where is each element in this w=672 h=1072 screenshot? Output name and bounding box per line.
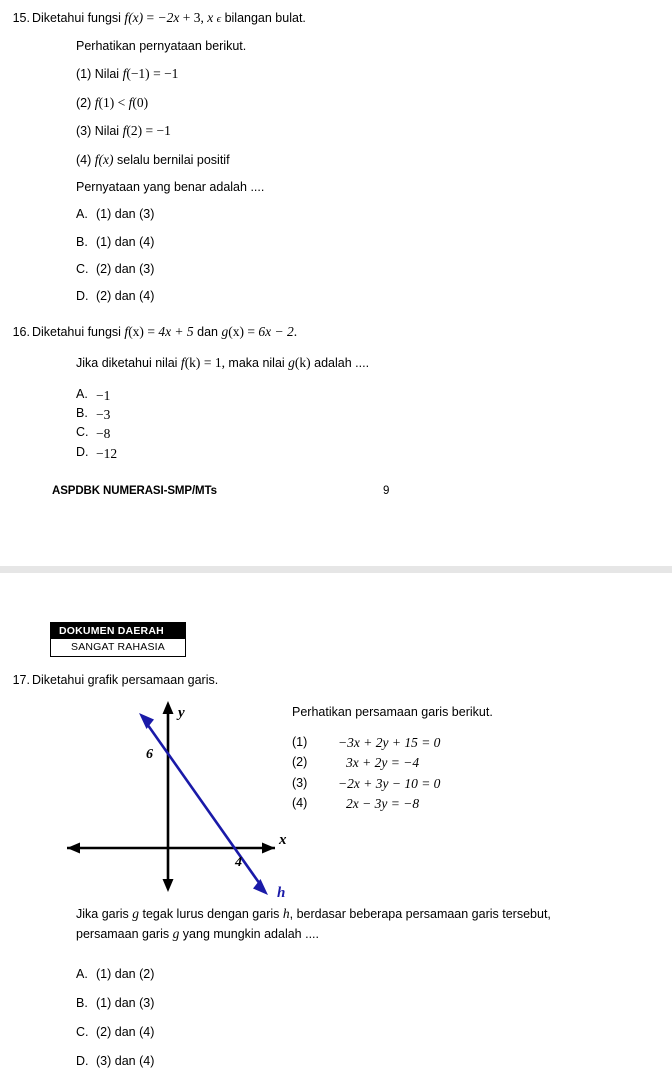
q17-tail-h: h <box>282 906 290 921</box>
q16-sub-val: 1, <box>214 354 225 370</box>
question-17-stem: Diketahui grafik persamaan garis. <box>32 673 219 687</box>
equation-3-expression: −2x + 3y − 10 = 0 <box>338 775 441 791</box>
q15-s2-arg: (1) <box>98 94 115 110</box>
q16-sub-g-arg: (k) <box>294 354 311 370</box>
q16-option-d-letter: D. <box>76 444 89 459</box>
question-15-stem <box>32 8 672 28</box>
y-axis-label: y <box>178 705 185 721</box>
q15-s2-rel: < <box>114 94 129 110</box>
question-16-option-b[interactable] <box>76 405 672 424</box>
q15-s3-tag: (3) <box>76 124 92 139</box>
question-16 <box>0 322 672 463</box>
q17-tail2-pre: persamaan garis <box>76 927 173 942</box>
question-17-option-d[interactable] <box>76 1052 672 1070</box>
q17-option-c-letter: C. <box>76 1024 89 1039</box>
question-16-subline <box>76 353 672 373</box>
q17-tail2-post: yang mungkin adalah .... <box>179 927 320 942</box>
q16-option-b-value: −3 <box>96 407 111 423</box>
q15-option-b-letter: B. <box>76 234 88 249</box>
line-h-lower-arrowhead <box>253 879 268 895</box>
question-15-option-d[interactable] <box>76 287 672 305</box>
footer-title: ASPDBK NUMERASI-SMP/MTs <box>52 485 217 497</box>
q16-expr2: 6x − 2 <box>258 324 294 339</box>
y-intercept-label-6: 6 <box>146 747 153 762</box>
question-16-stem <box>32 322 672 342</box>
equation-item-2 <box>292 753 667 773</box>
equation-panel <box>292 703 667 814</box>
q16-option-c-letter: C. <box>76 425 89 440</box>
q16-eq2: = <box>243 324 259 339</box>
badge-dokumen-daerah: DOKUMEN DAERAH <box>51 623 185 639</box>
question-15-statement-3 <box>76 121 672 141</box>
q16-option-c-value: −8 <box>96 426 111 442</box>
question-16-stem-row <box>0 322 672 342</box>
document-page-2 <box>0 573 672 1072</box>
q17-option-b-letter: B. <box>76 995 88 1010</box>
q16-option-a-letter: A. <box>76 387 88 402</box>
confidentiality-badge <box>50 622 186 657</box>
y-axis-top-arrowhead <box>163 701 174 714</box>
q16-sub-g: g <box>288 354 295 370</box>
q15-s4-arg: (x) <box>98 151 114 167</box>
q16-dan: dan <box>193 325 222 339</box>
equation-4-tag: (4) <box>292 795 308 810</box>
q16-option-d-value: −12 <box>96 445 118 461</box>
q16-f1: f <box>124 324 129 339</box>
q15-stem-expr: −2x <box>157 10 180 25</box>
q15-s1-tag: (1) <box>76 67 92 82</box>
equation-2-tag: (2) <box>292 755 308 770</box>
q15-s1-arg: (−1) <box>126 66 150 82</box>
equation-item-4 <box>292 794 667 814</box>
q17-option-c-text: (2) dan (4) <box>96 1024 155 1039</box>
q16-sub-pre: Jika diketahui nilai <box>76 355 181 370</box>
question-15-statement-1 <box>76 64 672 84</box>
q15-s3-f: f <box>122 123 127 139</box>
q15-s1-f: f <box>122 66 127 82</box>
question-15-option-c[interactable] <box>76 260 672 278</box>
badge-sangat-rahasia: SANGAT RAHASIA <box>51 639 185 656</box>
question-15-statement-4 <box>76 150 672 170</box>
line-h-segment <box>145 721 262 887</box>
q15-s4-post: selalu bernilai positif <box>113 152 230 167</box>
q16-sub-eq: = <box>200 354 215 370</box>
q15-s4-tag: (4) <box>76 152 92 167</box>
q15-s2-rhs-arg: (0) <box>132 94 149 110</box>
q17-tail-pre: Jika garis <box>76 907 133 921</box>
x-axis-right-arrowhead <box>262 843 275 854</box>
line-h-label: h <box>277 885 286 901</box>
q15-stem-pre: Diketahui fungsi <box>32 11 125 25</box>
equation-4-expression: 2x − 3y = −8 <box>346 795 420 811</box>
question-15-statement-2 <box>76 93 672 113</box>
question-17-tail-line-1 <box>76 904 656 924</box>
q16-g1: g <box>221 324 229 339</box>
q15-option-b-text: (1) dan (4) <box>96 234 155 249</box>
equation-item-3 <box>292 774 667 794</box>
equation-1-expression: −3x + 2y + 15 = 0 <box>338 735 441 751</box>
question-15 <box>0 8 672 314</box>
q17-option-d-text: (3) dan (4) <box>96 1053 155 1068</box>
question-17-option-c[interactable] <box>76 1023 672 1041</box>
question-15-stem-row <box>0 8 672 28</box>
q15-s1-val: −1 <box>164 66 179 82</box>
question-16-option-a[interactable] <box>76 386 672 405</box>
q17-tail-g: g <box>132 906 140 921</box>
q15-stem-three: 3, <box>193 10 204 25</box>
q15-s4-f: f <box>94 151 99 167</box>
line-graph-figure <box>50 701 290 901</box>
q15-stem-plus: + <box>179 10 194 25</box>
q17-tail-mid: tegak lurus dengan garis <box>139 907 283 921</box>
equation-panel-heading: Perhatikan persamaan garis berikut. <box>292 705 493 719</box>
question-17-option-a[interactable] <box>76 965 672 983</box>
question-15-instruction: Perhatikan pernyataan berikut. <box>76 38 247 53</box>
q17-tail2-g: g <box>172 926 180 942</box>
q15-s1-pre: Nilai <box>94 67 123 82</box>
question-15-number: 15. <box>12 11 30 25</box>
page-separator <box>0 566 672 573</box>
question-17-tail <box>0 904 672 1070</box>
equation-3-tag: (3) <box>292 775 308 790</box>
q17-option-a-letter: A. <box>76 966 88 981</box>
q15-option-d-letter: D. <box>76 288 89 303</box>
q16-expr1: 4x + 5 <box>158 324 194 339</box>
q17-option-a-text: (1) dan (2) <box>96 966 155 981</box>
q16-sub-post: adalah .... <box>310 355 370 370</box>
question-16-number: 16. <box>12 325 30 339</box>
q15-stem-element-symbol: ϵ <box>216 13 222 25</box>
q16-option-a-value: −1 <box>96 388 111 404</box>
q17-option-b-text: (1) dan (3) <box>96 995 155 1010</box>
q16-period: . <box>293 324 298 339</box>
q16-g1-arg: (x) <box>228 324 244 339</box>
x-axis-label: x <box>279 832 287 848</box>
line-h-upper-arrowhead <box>139 713 154 729</box>
q15-s2-tag: (2) <box>76 95 92 110</box>
q15-s2-rhs-f: f <box>128 94 133 110</box>
q15-s2-f: f <box>94 94 99 110</box>
line-graph-svg <box>50 701 290 901</box>
question-16-option-d[interactable] <box>76 444 672 463</box>
equation-1-tag: (1) <box>292 735 308 750</box>
q15-stem-f: f <box>124 10 129 25</box>
q16-sub-f: f <box>180 354 185 370</box>
q15-s3-val: −1 <box>156 123 171 139</box>
q17-tail-post: , berdasar beberapa persamaan garis tersebut, <box>289 907 551 921</box>
question-17-number: 17. <box>12 673 30 687</box>
q16-f1-arg: (x) <box>128 324 144 339</box>
question-15-lead: Pernyataan yang benar adalah .... <box>76 180 265 195</box>
q15-s3-pre: Nilai <box>94 124 123 139</box>
q16-option-b-letter: B. <box>76 406 88 421</box>
q15-option-c-letter: C. <box>76 261 89 276</box>
q15-option-d-text: (2) dan (4) <box>96 288 155 303</box>
q15-stem-post: bilangan bulat. <box>221 11 306 25</box>
q16-stem-pre: Diketahui fungsi <box>32 325 125 339</box>
q17-option-d-letter: D. <box>76 1053 89 1068</box>
x-axis-left-arrowhead <box>67 843 80 854</box>
equation-item-1 <box>292 733 667 753</box>
page-1-footer <box>0 485 672 501</box>
q15-stem-var: x <box>203 10 217 25</box>
x-intercept-label-4: 4 <box>235 855 242 870</box>
y-axis-bottom-arrowhead <box>163 879 174 892</box>
q16-sub-f-arg: (k) <box>184 354 201 370</box>
question-15-option-a[interactable] <box>76 205 672 223</box>
question-17-stem-row <box>0 671 672 689</box>
question-15-option-b[interactable] <box>76 233 672 251</box>
equation-2-expression: 3x + 2y = −4 <box>346 755 420 771</box>
q16-eq1: = <box>143 324 159 339</box>
question-16-option-c[interactable] <box>76 424 672 443</box>
q15-s1-rel: = <box>149 66 165 82</box>
q15-stem-arg: (x) <box>128 10 144 25</box>
q15-stem-equals: = <box>143 10 158 25</box>
q15-option-c-text: (2) dan (3) <box>96 261 155 276</box>
question-17 <box>0 671 672 689</box>
q15-option-a-letter: A. <box>76 207 88 222</box>
q15-option-a-text: (1) dan (3) <box>96 207 155 222</box>
footer-page-number: 9 <box>383 485 390 497</box>
q15-s3-arg: (2) <box>126 123 143 139</box>
q16-sub-mid: maka nilai <box>224 355 289 370</box>
question-17-tail-line-2 <box>76 924 656 944</box>
question-17-option-b[interactable] <box>76 994 672 1012</box>
q15-s3-rel: = <box>142 123 157 139</box>
